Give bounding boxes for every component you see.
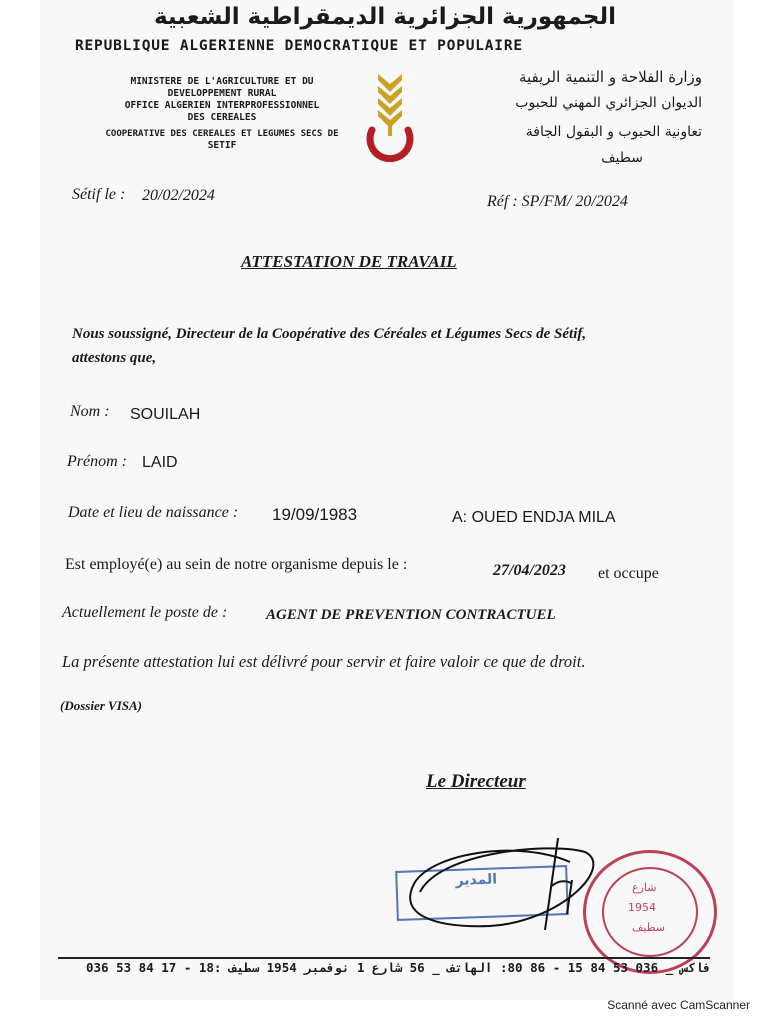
footer-rule [58,957,710,959]
admin-ar-line-2: الديوان الجزائري المهني للحبوب [515,95,702,111]
date-value: 20/02/2024 [142,187,215,204]
signatory-title: Le Directeur [426,771,526,792]
employed-date: 27/04/2023 [493,562,566,579]
wheat-cooperative-logo-icon [362,70,418,162]
round-stamp-line-3: سطيف [632,921,665,934]
scanner-credit: Scanné avec CamScanner [607,998,750,1012]
document-title: ATTESTATION DE TRAVAIL [241,252,457,271]
prenom-label: Prénom : [67,453,127,470]
blue-stamp-text: المدير [455,871,498,889]
cooperative-round-stamp [583,850,717,974]
french-republic-title: REPUBLIQUE ALGERIENNE DEMOCRATIQUE ET POPULAIRE [75,38,523,54]
admin-fr-line-6: SETIF [207,140,237,151]
poste-label: Actuellement le poste de : [62,604,228,621]
arabic-republic-title: الجمهورية الجزائرية الديمقراطية الشعبية [153,4,617,30]
admin-fr-line-3: OFFICE ALGERIEN INTERPROFESSIONNEL [124,100,320,111]
prenom-value: LAID [142,454,178,471]
admin-fr-line-4: DES CEREALES [187,112,257,123]
admin-fr-line-2: DEVELOPPEMENT RURAL [167,88,277,99]
birth-label: Date et lieu de naissance : [68,504,239,521]
employed-suffix: et occupe [598,565,659,582]
dossier-note: (Dossier VISA) [60,698,142,713]
footer-contact: 036 53 84 17 - 18: فاكس _ 036 53 84 15 - 86 80: الهاتف _ 56 شارع 1 نوفمبر 1954 سطيف [86,960,711,975]
intro-line-1: Nous soussigné, Directeur de la Coopérative des Céréales et Légumes Secs de Sétif, [72,326,587,342]
employed-label: Est employé(e) au sein de notre organisme depuis le : [65,556,408,573]
reference-number: Réf : SP/FM/ 20/2024 [487,193,628,210]
admin-fr-line-1: MINISTERE DE L'AGRICULTURE ET DU [130,76,314,87]
date-label: Sétif le : [72,186,126,203]
admin-fr-line-5: COOPERATIVE DES CEREALES ET LEGUMES SECS DE [105,129,339,139]
poste-value: AGENT DE PREVENTION CONTRACTUEL [266,607,556,623]
nom-value: SOUILAH [130,406,201,423]
admin-ar-line-4: سطيف [601,150,643,166]
nom-label: Nom : [70,403,110,420]
intro-line-2: attestons que, [72,350,157,366]
director-signature [400,822,610,940]
birth-place: A: OUED ENDJA MILA [452,509,616,526]
admin-ar-line-3: تعاونية الحبوب و البقول الجافة [525,124,702,140]
round-stamp-line-1: شارع [632,881,657,894]
round-stamp-line-2: 1954 [628,901,656,914]
closing-statement: La présente attestation lui est délivré pour servir et faire valoir ce que de droit. [62,652,586,671]
birth-date: 19/09/1983 [272,505,358,524]
admin-ar-line-1: وزارة الفلاحة و التنمية الريفية [518,68,702,86]
